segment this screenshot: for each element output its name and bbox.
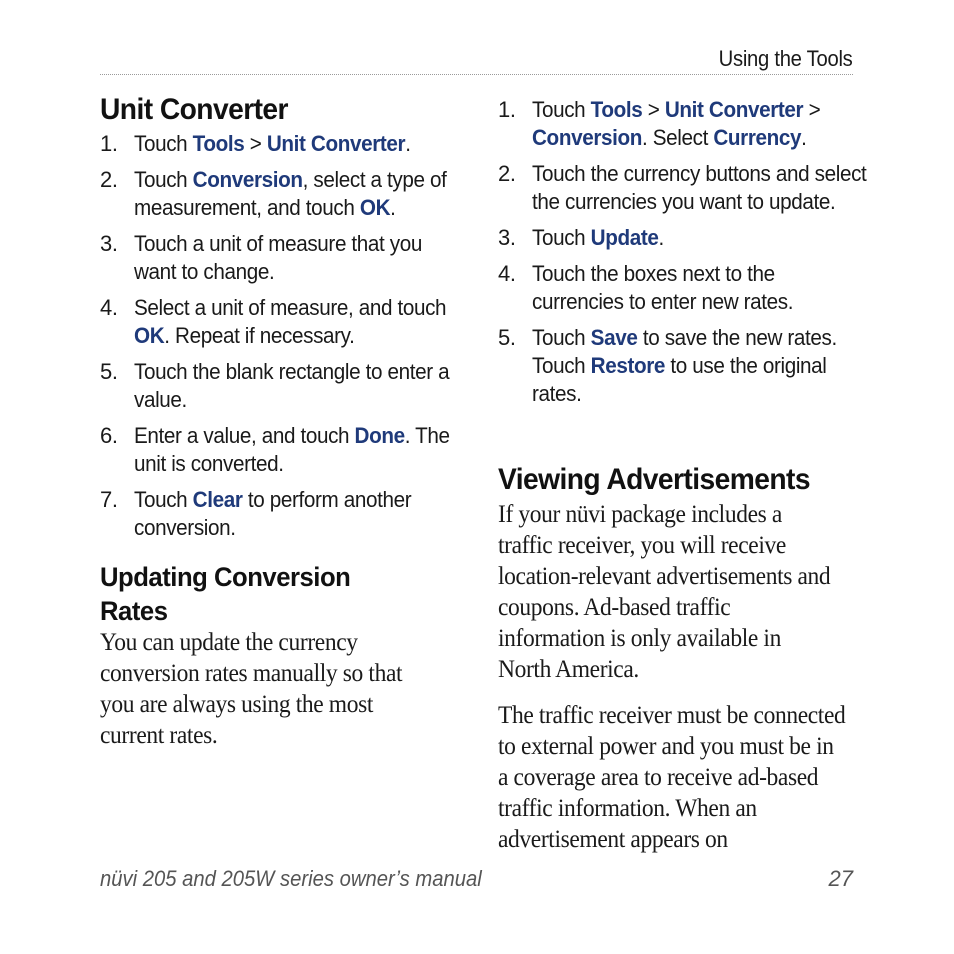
step-number: 4.	[498, 261, 516, 286]
step-number: 2.	[100, 167, 118, 192]
step-item	[100, 294, 465, 350]
ui-keyword: Done	[354, 423, 405, 448]
viewing-advertisements-heading: Viewing Advertisements	[498, 463, 811, 496]
step-number: 3.	[498, 225, 516, 250]
step-text	[134, 358, 464, 414]
step-item	[100, 230, 465, 286]
step-text-fragment: Touch the blank rectangle to enter a value.	[134, 359, 450, 412]
step-text-fragment: >	[642, 97, 665, 122]
step-text-fragment: .	[801, 125, 807, 150]
step-text-fragment: Touch	[532, 97, 591, 122]
step-number: 6.	[100, 423, 118, 448]
step-text-fragment: to save the new rates. Touch	[532, 325, 837, 378]
ui-keyword: Save	[590, 325, 638, 350]
step-text-fragment: . Select	[642, 125, 714, 150]
step-item	[100, 130, 465, 158]
ui-keyword: Unit Converter	[664, 97, 804, 122]
step-text	[134, 486, 464, 542]
footer-page-number: 27	[828, 866, 853, 891]
step-text-fragment: Select a unit of measure, and touch	[134, 295, 447, 320]
step-text	[532, 96, 867, 152]
step-text-fragment: Touch	[532, 225, 591, 250]
step-text-fragment: . Repeat if necessary.	[164, 323, 355, 348]
header-divider	[100, 74, 853, 75]
step-text-fragment: , select a type of measurement, and touch	[134, 167, 447, 220]
step-text-fragment: Touch	[134, 131, 193, 156]
step-number: 3.	[100, 231, 118, 256]
step-text	[532, 160, 867, 216]
ui-keyword: Tools	[590, 97, 643, 122]
ui-keyword: Clear	[192, 487, 243, 512]
ui-keyword: Currency	[713, 125, 802, 150]
step-text-fragment: . The unit is converted.	[134, 423, 450, 476]
step-text-fragment: >	[244, 131, 267, 156]
step-number: 7.	[100, 487, 118, 512]
step-text-fragment: to use the original rates.	[532, 353, 827, 406]
updating-conversion-rates-heading: Updating Conversion Rates	[100, 562, 351, 626]
step-text	[134, 166, 464, 222]
step-item	[498, 324, 868, 408]
step-number: 5.	[100, 359, 118, 384]
advertisements-paragraph-1: If your nüvi package includes a traffic receiver, you will receive location-relevant advertisements and coupons. Ad-based traffic information is only available in North America.	[498, 501, 831, 683]
step-text-fragment: Touch the currency buttons and select the currencies you want to update.	[532, 161, 867, 214]
step-text-fragment: Touch	[532, 325, 591, 350]
ui-keyword: OK	[134, 323, 165, 348]
advertisements-paragraph-2: The traffic receiver must be connected to external power and you must be in a coverage area to receive ad-based traffic information. When an advertisement appears on	[498, 702, 846, 853]
step-item	[100, 358, 465, 414]
step-text-fragment: Enter a value, and touch	[134, 423, 355, 448]
ui-keyword: Tools	[192, 131, 245, 156]
step-text-fragment: Touch	[134, 487, 193, 512]
ui-keyword: Update	[590, 225, 659, 250]
step-text	[134, 422, 464, 478]
running-header-title: Using the Tools	[719, 46, 853, 71]
ui-keyword: Conversion	[192, 167, 303, 192]
step-text-fragment: >	[803, 97, 821, 122]
step-text-fragment: .	[658, 225, 664, 250]
step-item	[498, 224, 868, 252]
step-number: 1.	[498, 97, 516, 122]
step-text	[134, 130, 464, 158]
step-text	[532, 260, 867, 316]
step-number: 5.	[498, 325, 516, 350]
step-text-fragment: Touch	[134, 167, 193, 192]
step-text-fragment: to perform another conversion.	[134, 487, 412, 540]
ui-keyword: Restore	[590, 353, 666, 378]
step-text-fragment: Touch a unit of measure that you want to change.	[134, 231, 423, 284]
step-item	[498, 160, 868, 216]
step-text	[134, 294, 464, 350]
step-text-fragment: .	[405, 131, 411, 156]
step-text-fragment: Touch the boxes next to the currencies to enter new rates.	[532, 261, 794, 314]
currency-steps	[498, 96, 868, 416]
ui-keyword: Conversion	[532, 125, 643, 150]
step-item	[100, 422, 465, 478]
step-item	[100, 166, 465, 222]
step-number: 2.	[498, 161, 516, 186]
ui-keyword: Unit Converter	[266, 131, 406, 156]
step-text	[532, 224, 867, 252]
step-number: 4.	[100, 295, 118, 320]
step-text	[532, 324, 867, 408]
step-text	[134, 230, 464, 286]
footer-manual-title: nüvi 205 and 205W series owner’s manual	[100, 866, 482, 891]
step-number: 1.	[100, 131, 118, 156]
step-item	[100, 486, 465, 542]
unit-converter-steps	[100, 130, 465, 550]
updating-rates-paragraph: You can update the currency conversion rates manually so that you are always using the most current rates.	[100, 629, 403, 749]
step-item	[498, 260, 868, 316]
step-item	[498, 96, 868, 152]
ui-keyword: OK	[359, 195, 391, 220]
step-text-fragment: .	[390, 195, 396, 220]
unit-converter-heading: Unit Converter	[100, 93, 288, 126]
